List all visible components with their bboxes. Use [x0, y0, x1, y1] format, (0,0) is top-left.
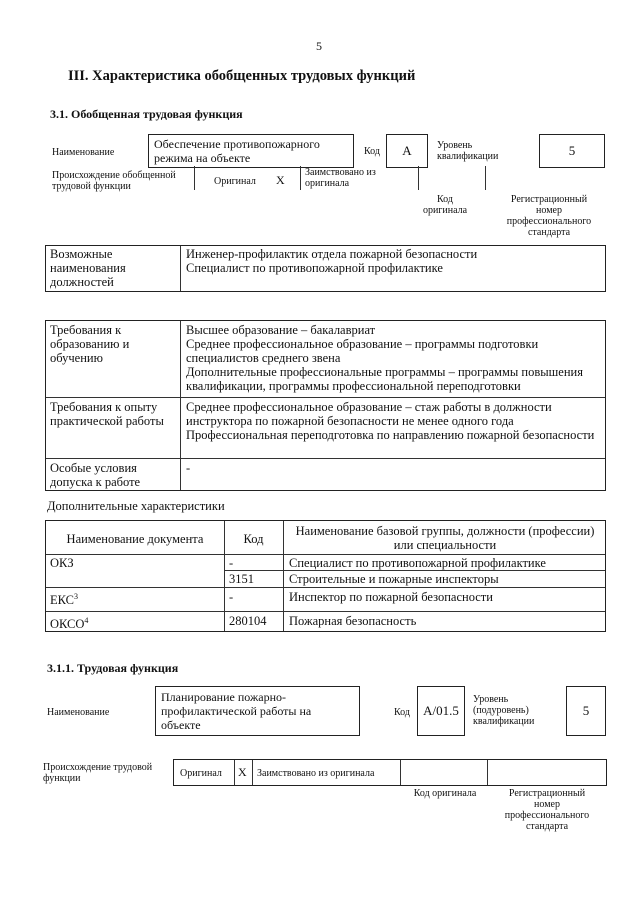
- gtf-borrowed-label: Заимствовано из оригинала: [305, 167, 376, 189]
- divider: [46, 587, 605, 588]
- tf-origin-table: [173, 759, 607, 786]
- gtf-level-label: Уровень квалификации: [437, 140, 499, 162]
- divider: [180, 321, 181, 490]
- tf-name-box: [155, 686, 360, 736]
- additional-heading: Дополнительные характеристики: [47, 499, 225, 513]
- req-conditions-label: Особые условия допуска к работе: [50, 461, 141, 489]
- tf-code-value: A/01.5: [417, 686, 465, 736]
- divider: [252, 760, 253, 785]
- gtf-level-value: 5: [539, 134, 605, 168]
- row-name: Пожарная безопасность: [289, 614, 417, 628]
- req-education-label: Требования к образованию и обучению: [50, 323, 130, 365]
- page-number: 5: [316, 39, 322, 53]
- divider: [46, 397, 605, 398]
- divider: [46, 611, 605, 612]
- tf-origin-label: Происхождение трудовой функции: [43, 762, 153, 784]
- tf-code-original-caption: Код оригинала: [413, 788, 477, 799]
- tf-heading: 3.1.1. Трудовая функция: [47, 661, 179, 675]
- row-name: Специалист по противопожарной профилактике: [289, 556, 546, 570]
- tf-level-value: 5: [566, 686, 606, 736]
- row-code: -: [229, 590, 234, 604]
- footnote-ref: 3: [74, 592, 78, 601]
- col-header-document: Наименование документа: [66, 532, 204, 546]
- col-header-group: Наименование базовой группы, должности (профессии) или специальности: [295, 524, 595, 552]
- divider: [180, 246, 181, 291]
- row-doc: ОКСО$^4$: [50, 616, 89, 632]
- positions-label: Возможные наименования должностей: [50, 247, 126, 289]
- tf-level-label: Уровень (подуровень) квалификации: [473, 694, 535, 727]
- req-experience-label: Требования к опыту практической работы: [50, 400, 164, 428]
- divider: [224, 570, 605, 571]
- gtf-name-box: [148, 134, 354, 168]
- gtf-name-value: Обеспечение противопожарного режима на объекте: [154, 137, 320, 165]
- col-header-code: Код: [243, 532, 264, 546]
- row-name: Инспектор по пожарной безопасности: [289, 590, 493, 604]
- gtf-original-mark: X: [276, 173, 285, 187]
- req-education-value: Высшее образование – бакалавриат Среднее профессиональное образование – программы подготовки специалистов среднего звена Дополнительные профессиональные программы – программы повышения квалификации, программы профессиональной переподготовки: [186, 323, 583, 393]
- divider: [418, 166, 419, 190]
- divider: [283, 521, 284, 631]
- req-conditions-value: -: [186, 461, 191, 475]
- section-title: III. Характеристика обобщенных трудовых функций: [68, 68, 416, 84]
- tf-name-label: Наименование: [47, 707, 110, 718]
- additional-table: [45, 520, 606, 632]
- gtf-origin-label: Происхождение обобщенной трудовой функции: [52, 170, 176, 192]
- gtf-heading: 3.1. Обобщенная трудовая функция: [50, 107, 243, 121]
- row-code: -: [229, 556, 234, 570]
- tf-original-label: Оригинал: [180, 768, 222, 779]
- footnote-ref: 4: [84, 616, 89, 625]
- divider: [487, 760, 488, 785]
- row-doc: ЕКС$^3$: [50, 592, 78, 608]
- gtf-code-original-caption: Код оригинала: [422, 194, 468, 216]
- divider: [400, 760, 401, 785]
- gtf-name-label: Наименование: [52, 147, 115, 158]
- gtf-code-value: A: [386, 134, 428, 168]
- gtf-code-label: Код: [364, 146, 380, 157]
- row-code: 3151: [229, 572, 254, 586]
- requirements-table: [45, 320, 606, 491]
- tf-borrowed-label: Заимствовано из оригинала: [257, 768, 375, 779]
- tf-original-mark: X: [238, 765, 247, 779]
- tf-reg-number-caption: Регистрационный номер профессионального стандарта: [504, 788, 590, 832]
- tf-code-label: Код: [394, 707, 410, 718]
- row-name: Строительные и пожарные инспекторы: [289, 572, 499, 586]
- tf-name-value: Планирование пожарно- профилактической работы на объекте: [161, 690, 312, 732]
- divider: [234, 760, 235, 785]
- divider: [300, 166, 301, 190]
- req-experience-value: Среднее профессиональное образование – стаж работы в должности инструктора по пожарной безопасности не менее одного года Профессиональная переподготовка по направлению пожарной безопасности: [186, 400, 595, 442]
- divider: [46, 554, 605, 555]
- row-code: 280104: [229, 614, 267, 628]
- positions-table: [45, 245, 606, 292]
- row-doc: ОКЗ: [50, 556, 74, 570]
- divider: [485, 166, 486, 190]
- divider: [46, 458, 605, 459]
- gtf-original-label: Оригинал: [214, 176, 256, 187]
- divider: [194, 166, 195, 190]
- gtf-reg-number-caption: Регистрационный номер профессионального стандарта: [506, 194, 592, 238]
- positions-value: Инженер-профилактик отдела пожарной безопасности Специалист по противопожарной профилактике: [186, 247, 478, 275]
